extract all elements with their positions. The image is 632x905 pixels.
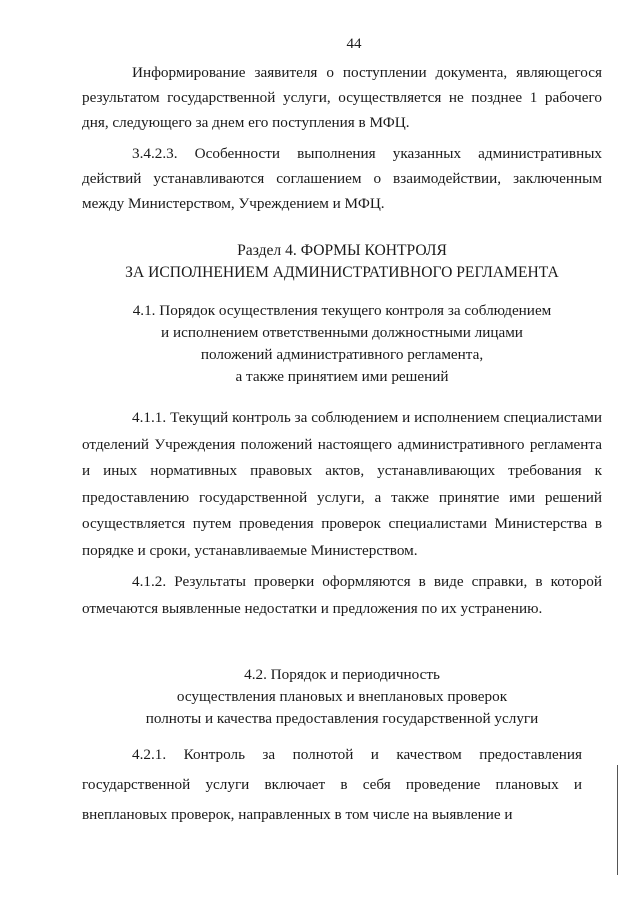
paragraph-4-2-1: 4.2.1. Контроль за полнотой и качеством предоставления государственной услуги включает в себя проведение плановых и внеплановых проверок, направленных в том числе на выявление и bbox=[82, 746, 582, 823]
section-heading-line-1: Раздел 4. ФОРМЫ КОНТРОЛЯ bbox=[237, 242, 447, 259]
subheading-4-1-line-1: 4.1. Порядок осуществления текущего контроля за соблюдением bbox=[132, 302, 552, 319]
subheading-4-1-line-4: а также принятием ими решений bbox=[235, 368, 449, 385]
scan-margin-line bbox=[617, 765, 618, 875]
paragraph-4-1-1: 4.1.1. Текущий контроль за соблюдением и исполнением специалистами отделений Учреждения положений настоящего административного регламента и иных нормативных правовых актов, устанавливающих требования к предоставлению государственной услуги, а также принятие ими решений осуществляется путем проведения проверок специалистами Министерства в порядке и сроки, устанавливаемые Министерством. bbox=[82, 409, 602, 559]
subheading-4-2-line-2: осуществления плановых и внеплановых проверок bbox=[176, 688, 508, 705]
section-4-heading bbox=[82, 240, 602, 284]
subheading-4-2-line-1: 4.2. Порядок и периодичность bbox=[244, 666, 440, 683]
top-paragraphs bbox=[82, 60, 602, 216]
subheading-4-1-line-2: и исполнением ответственными должностными лицами bbox=[161, 324, 523, 341]
subheading-4-2 bbox=[82, 664, 602, 730]
section-4-1-paragraphs bbox=[82, 405, 602, 622]
section-4-2-paragraphs bbox=[82, 740, 582, 830]
page-number: 44 bbox=[346, 36, 362, 52]
paragraph-4-1-2: 4.1.2. Результаты проверки оформляются в виде справки, в которой отмечаются выявленные недостатки и предложения по их устранению. bbox=[82, 573, 602, 617]
subheading-4-2-line-3: полноты и качества предоставления государственной услуги bbox=[145, 710, 539, 727]
subheading-4-1-line-3: положений административного регламента, bbox=[200, 346, 484, 363]
section-heading-line-2: ЗА ИСПОЛНЕНИЕМ АДМИНИСТРАТИВНОГО РЕГЛАМЕНТА bbox=[125, 264, 559, 281]
paragraph-informing: Информирование заявителя о поступлении документа, являющегося результатом государственной услуги, осуществляется не позднее 1 рабочего дня, следующего за днем его поступления в МФЦ. bbox=[82, 64, 602, 131]
paragraph-3-4-2-3: 3.4.2.3. Особенности выполнения указанных административных действий устанавливаются соглашением о взаимодействии, заключенным между Министерством, Учреждением и МФЦ. bbox=[82, 145, 602, 212]
subheading-4-1 bbox=[82, 300, 602, 388]
